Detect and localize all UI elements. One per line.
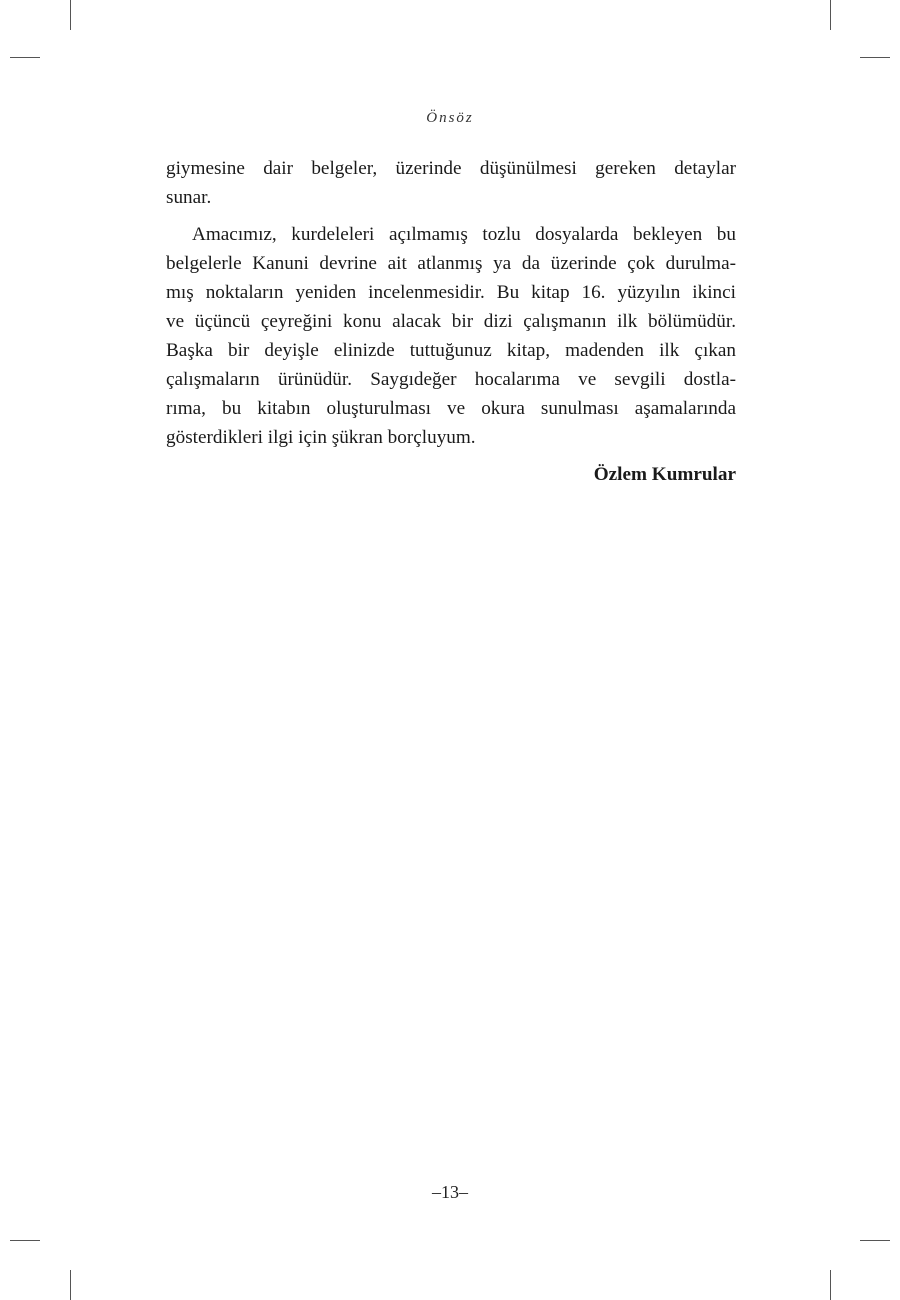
crop-mark xyxy=(830,0,831,30)
page-number: –13– xyxy=(432,1182,468,1202)
crop-mark xyxy=(830,1270,831,1300)
text-line: mış noktaların yeniden incelenmesidir. Bu kitap 16. yüzyılın ikinci xyxy=(166,282,736,303)
text-line: belgelerle Kanuni devrine ait atlanmış ya da üzerinde çok durulma- xyxy=(166,253,736,274)
text-line: Başka bir deyişle elinizde tuttuğunuz kitap, madenden ilk çıkan xyxy=(166,340,736,361)
text-line: giymesine dair belgeler, üzerinde düşünülmesi gereken detaylar xyxy=(166,158,736,179)
crop-mark xyxy=(70,0,71,30)
crop-mark xyxy=(860,1240,890,1241)
crop-mark xyxy=(70,1270,71,1300)
body-text xyxy=(166,154,736,489)
crop-mark xyxy=(10,57,40,58)
crop-mark xyxy=(10,1240,40,1241)
text-line: sunar. xyxy=(166,187,212,208)
crop-mark xyxy=(860,57,890,58)
text-line: Amacımız, kurdeleleri açılmamış tozlu dosyalarda bekleyen bu xyxy=(192,224,736,245)
author-signature: Özlem Kumrular xyxy=(593,464,736,485)
text-line: ve üçüncü çeyreğini konu alacak bir dizi çalışmanın ilk bölümüdür. xyxy=(166,311,736,332)
text-line: çalışmaların ürünüdür. Saygıdeğer hocalarıma ve sevgili dostla- xyxy=(166,369,736,390)
paragraph xyxy=(166,220,736,452)
paragraph xyxy=(166,154,736,212)
running-head: Önsöz xyxy=(426,110,474,126)
text-line: gösterdikleri ilgi için şükran borçluyum. xyxy=(166,427,476,448)
text-line: rıma, bu kitabın oluşturulması ve okura sunulması aşamalarında xyxy=(166,398,736,419)
